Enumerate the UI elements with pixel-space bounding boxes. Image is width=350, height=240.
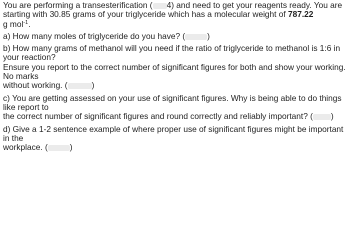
question-d-line1: d) Give a 1-2 sentence example of where proper use of significant figures might be important in the xyxy=(3,123,344,143)
question-b-line2: Ensure you report to the correct number of significant figures for both and show your working. No marks xyxy=(3,61,346,82)
question-c-line2-b: ) xyxy=(330,111,334,122)
question-document xyxy=(3,1,348,152)
question-d-line2-a: workplace. ( xyxy=(3,142,48,153)
question-c-line2-a: the correct number of significant figures and round correctly and reliably important? ( xyxy=(3,111,313,122)
intro-line3-a: g mol xyxy=(3,18,24,29)
redacted-text xyxy=(153,3,167,9)
intro-line3-b: . xyxy=(28,18,31,29)
redacted-marks xyxy=(185,34,207,40)
intro-line2-a: starting with 30.85 grams of your triglyceride which has a molecular weight of xyxy=(3,9,288,20)
molecular-weight-value: 787.22 xyxy=(288,9,314,20)
question-d-line2-b: ) xyxy=(69,142,73,153)
intro-line1-a: You are performing a transesterification ( xyxy=(3,0,153,10)
question-b-line3-b: ) xyxy=(91,80,95,91)
redacted-marks xyxy=(48,145,70,151)
question-b-line1: b) How many grams of methanol will you need if the ratio of triglyceride to methanol is 1:6 in your reaction? xyxy=(3,43,341,63)
redacted-marks xyxy=(313,114,331,120)
question-c-line1: c) You are getting assessed on your use of significant figures. Why is being able to do things like report to xyxy=(3,92,342,112)
question-c xyxy=(3,94,348,122)
question-d xyxy=(3,125,348,153)
unit-superscript: -1 xyxy=(23,19,29,26)
redacted-marks xyxy=(68,83,92,89)
question-a-close: ) xyxy=(207,30,210,41)
intro-line1-b: 4) and need to get your reagents ready. You are xyxy=(166,0,343,10)
question-b-line3-a: without working. ( xyxy=(3,80,68,91)
intro-paragraph xyxy=(3,1,348,29)
question-a-text: a) How many moles of triglyceride do you have? ( xyxy=(3,30,186,41)
question-a xyxy=(3,32,348,41)
question-b xyxy=(3,44,348,90)
